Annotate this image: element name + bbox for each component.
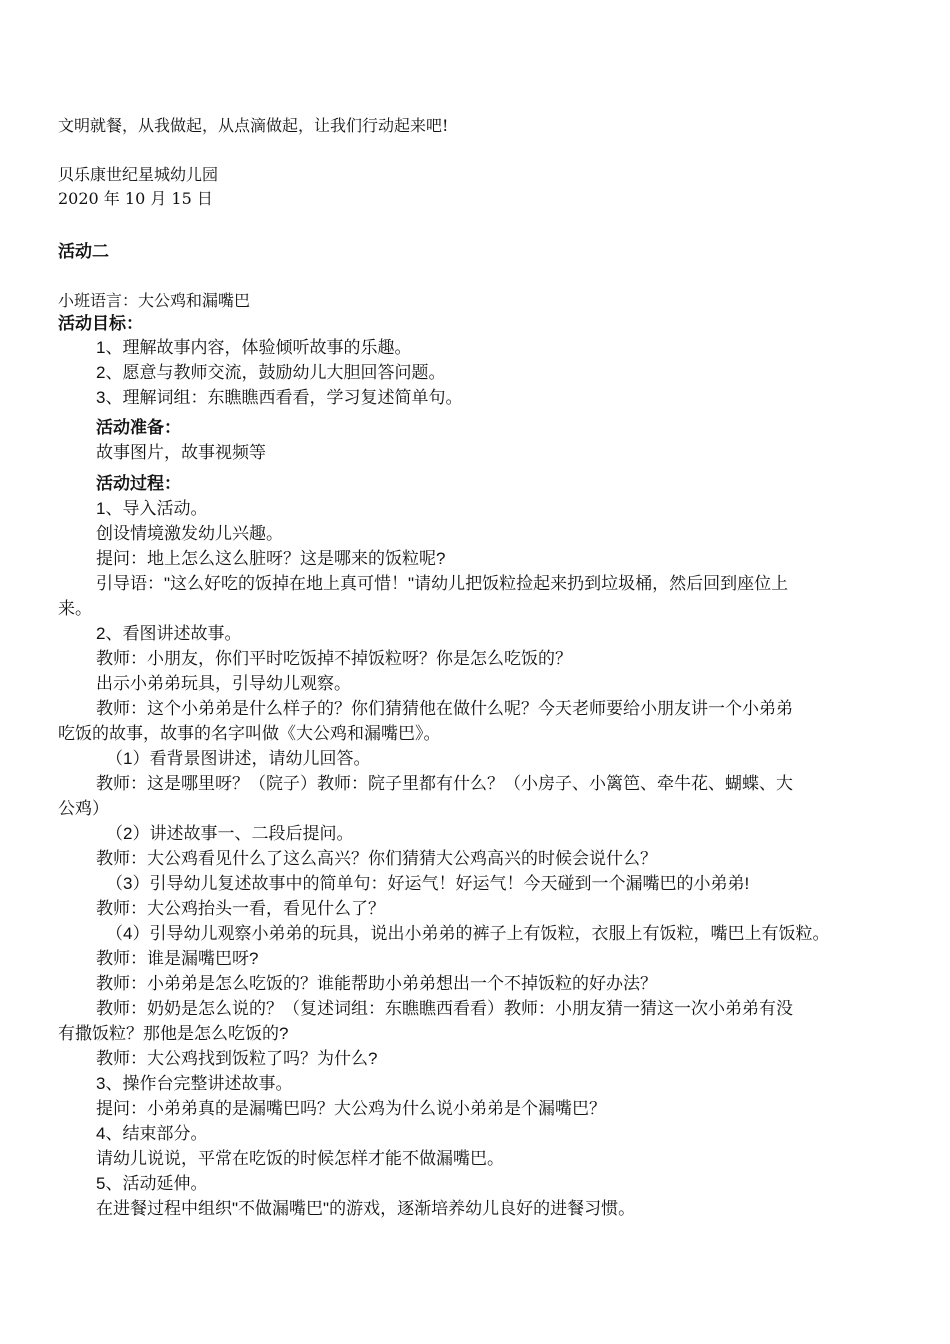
goal-item: 3、理解词组：东瞧瞧西看看，学习复述简单句。 bbox=[96, 388, 463, 407]
process-line: 教师：大公鸡找到饭粒了吗？为什么? bbox=[96, 1049, 378, 1068]
process-line: 来。 bbox=[58, 599, 92, 618]
process-heading: 活动过程： bbox=[96, 474, 181, 493]
process-line: 吃饭的故事，故事的名字叫做《大公鸡和漏嘴巴》。 bbox=[58, 724, 441, 743]
section-heading: 活动二 bbox=[58, 242, 109, 261]
process-line: 2、看图讲述故事。 bbox=[96, 624, 242, 643]
process-line: 教师：这是哪里呀？（院子）教师：院子里都有什么？（小房子、小篱笆、牵牛花、蝴蝶、大 bbox=[96, 774, 793, 793]
prep-text: 故事图片，故事视频等 bbox=[96, 443, 266, 462]
kindergarten-name: 贝乐康世纪星城幼儿园 bbox=[58, 165, 219, 184]
process-line: （2）讲述故事一、二段后提问。 bbox=[106, 824, 354, 843]
process-line: 4、结束部分。 bbox=[96, 1124, 208, 1143]
process-line: 教师：小朋友，你们平时吃饭掉不掉饭粒呀？你是怎么吃饭的？ bbox=[96, 649, 572, 668]
process-line: 教师：谁是漏嘴巴呀? bbox=[96, 949, 259, 968]
process-line: 教师：奶奶是怎么说的？（复述词组：东瞧瞧西看看）教师：小朋友猜一猜这一次小弟弟有没 bbox=[96, 999, 793, 1018]
lesson-title: 小班语言：大公鸡和漏嘴巴 bbox=[58, 291, 251, 310]
process-line: 教师：这个小弟弟是什么样子的？你们猜猜他在做什么呢？今天老师要给小朋友讲一个小弟弟 bbox=[96, 699, 793, 718]
goals-heading: 活动目标： bbox=[58, 314, 143, 333]
process-line: 提问：小弟弟真的是漏嘴巴吗？大公鸡为什么说小弟弟是个漏嘴巴？ bbox=[96, 1099, 606, 1118]
process-line: 公鸡） bbox=[58, 799, 109, 818]
process-line: 出示小弟弟玩具，引导幼儿观察。 bbox=[96, 674, 351, 693]
process-line: 5、活动延伸。 bbox=[96, 1174, 208, 1193]
process-line: 3、操作台完整讲述故事。 bbox=[96, 1074, 293, 1093]
process-line: 教师：大公鸡抬头一看，看见什么了？ bbox=[96, 899, 385, 918]
process-line: （1）看背景图讲述，请幼儿回答。 bbox=[106, 749, 371, 768]
process-line: 请幼儿说说，平常在吃饭的时候怎样才能不做漏嘴巴。 bbox=[96, 1149, 504, 1168]
process-line: 教师：大公鸡看见什么了这么高兴？你们猜猜大公鸡高兴的时候会说什么？ bbox=[96, 849, 657, 868]
prep-heading: 活动准备： bbox=[96, 418, 181, 437]
process-line: 在进餐过程中组织"不做漏嘴巴"的游戏，逐渐培养幼儿良好的进餐习惯。 bbox=[96, 1199, 636, 1218]
process-line: 1、导入活动。 bbox=[96, 499, 208, 518]
process-line: （3）引导幼儿复述故事中的简单句：好运气！好运气！今天碰到一个漏嘴巴的小弟弟! bbox=[106, 874, 750, 893]
process-line: 有撒饭粒？那他是怎么吃饭的? bbox=[58, 1024, 289, 1043]
goal-item: 1、理解故事内容，体验倾听故事的乐趣。 bbox=[96, 338, 412, 357]
process-line: 教师：小弟弟是怎么吃饭的？谁能帮助小弟弟想出一个不掉饭粒的好办法？ bbox=[96, 974, 657, 993]
goal-item: 2、愿意与教师交流，鼓励幼儿大胆回答问题。 bbox=[96, 363, 446, 382]
process-line: 提问：地上怎么这么脏呀？这是哪来的饭粒呢? bbox=[96, 549, 446, 568]
process-line: （4）引导幼儿观察小弟弟的玩具，说出小弟弟的裤子上有饭粒，衣服上有饭粒，嘴巴上有饭粒。 bbox=[106, 924, 830, 943]
process-line: 创设情境激发幼儿兴趣。 bbox=[96, 524, 283, 543]
date-text: 2020 年 10 月 15 日 bbox=[58, 189, 213, 208]
process-line: 引导语："这么好吃的饭掉在地上真可惜！"请幼儿把饭粒捡起来扔到垃圾桶，然后回到座位上 bbox=[96, 574, 789, 593]
slogan-text: 文明就餐，从我做起，从点滴做起，让我们行动起来吧! bbox=[58, 116, 449, 135]
